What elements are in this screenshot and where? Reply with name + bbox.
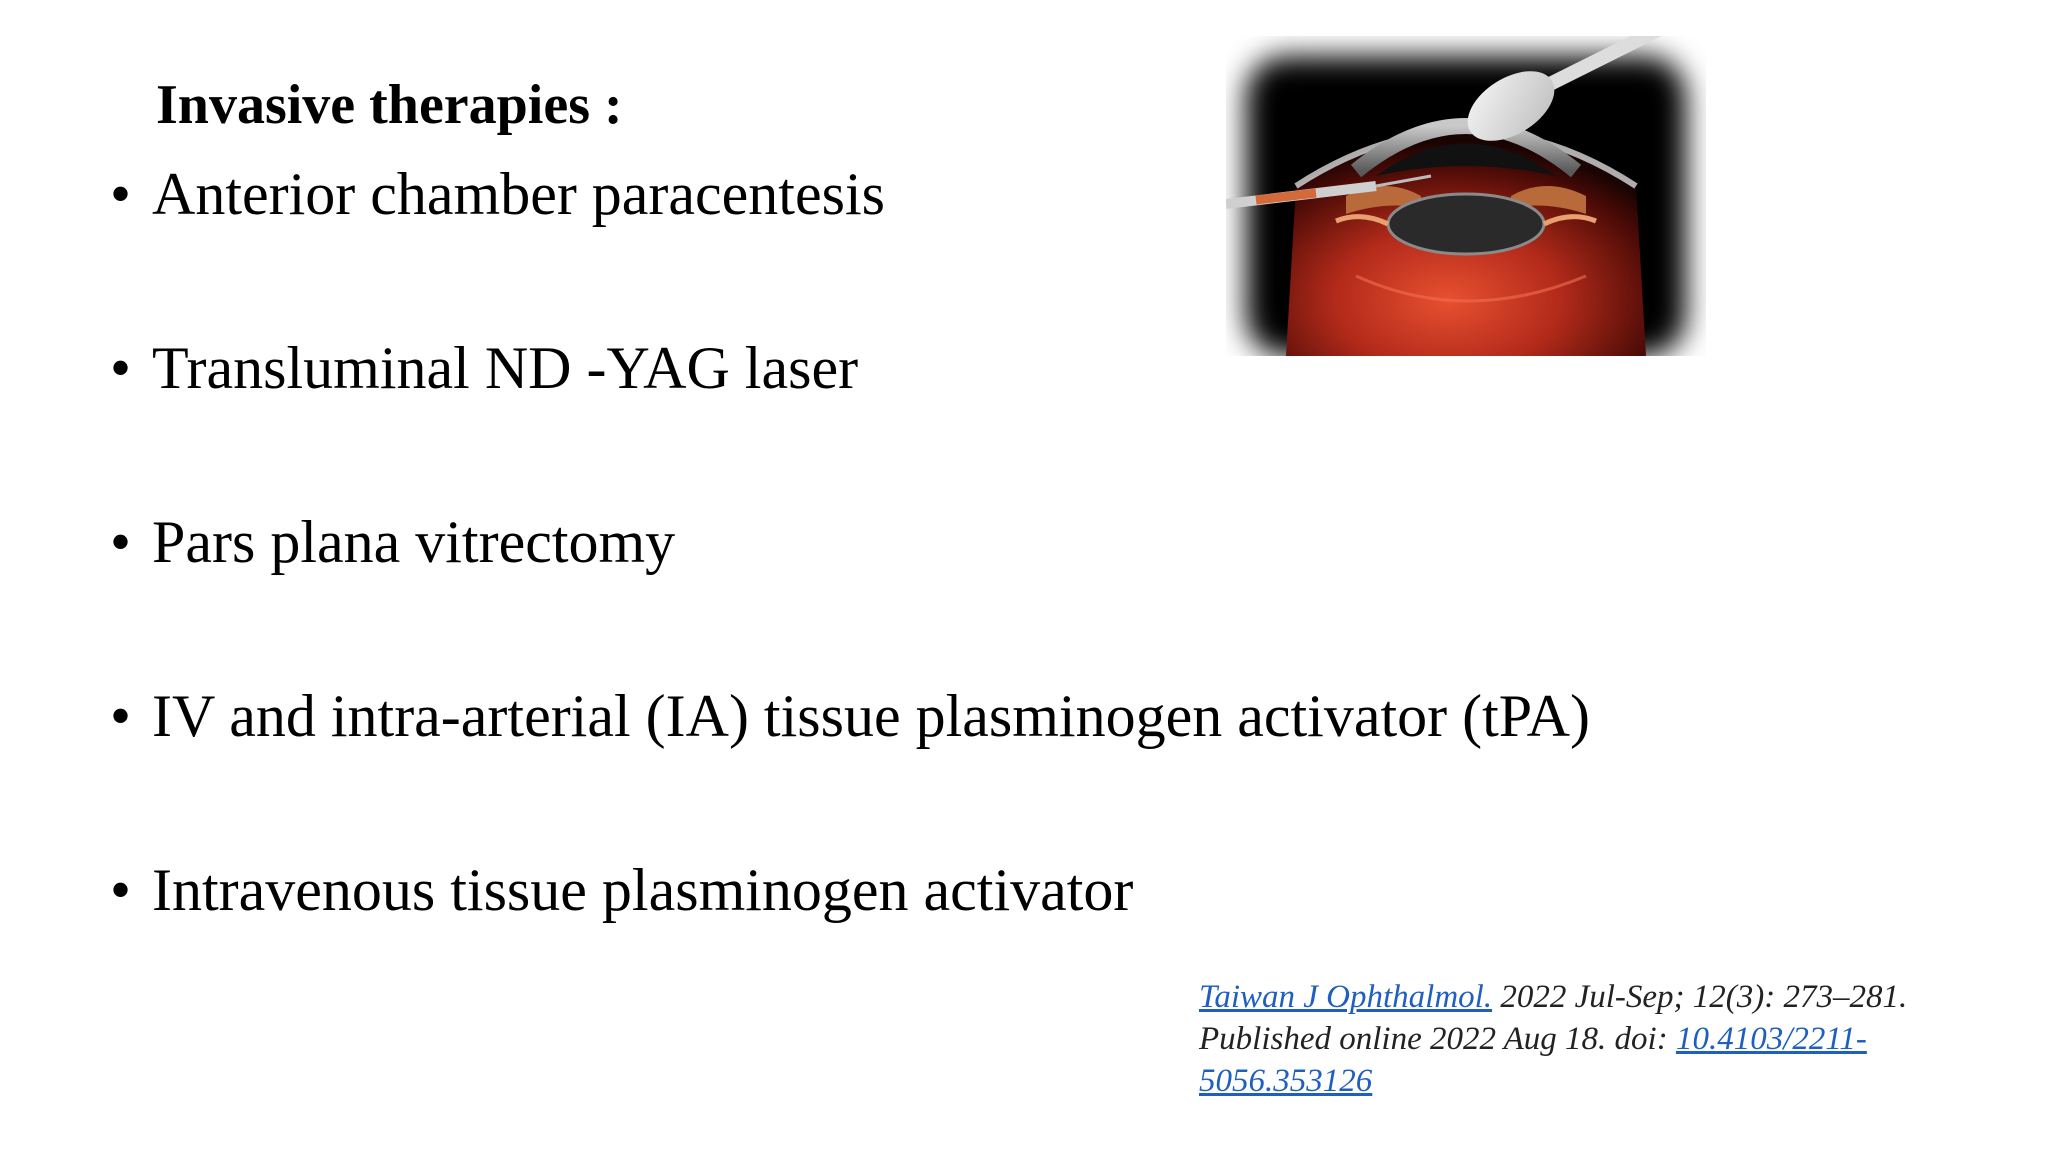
journal-link[interactable]: Taiwan J Ophthalmol. <box>1199 979 1493 1015</box>
bullet-item <box>110 506 675 578</box>
eye-paracentesis-illustration-icon <box>1226 36 1706 356</box>
bullet-text: Anterior chamber paracentesis <box>152 161 885 227</box>
bullet-dot: • <box>110 683 132 749</box>
bullet-dot: • <box>110 161 132 227</box>
bullet-text: Transluminal ND -YAG laser <box>152 335 859 401</box>
bullet-text: IV and intra-arterial (IA) tissue plasminogen activator (tPA) <box>152 683 1590 749</box>
bullet-item <box>110 158 885 230</box>
doi-link[interactable]: 10.4103/2211-5056.353126 <box>1199 1021 1867 1099</box>
bullet-item <box>110 332 858 404</box>
bullet-dot: • <box>110 857 132 923</box>
bullet-item <box>110 680 1590 752</box>
bullet-item <box>110 854 1133 926</box>
citation-details: 2022 Jul-Sep; 12(3): 273–281. <box>1492 979 1908 1015</box>
bullet-dot: • <box>110 509 132 575</box>
bullet-text: Intravenous tissue plasminogen activator <box>152 857 1134 923</box>
citation <box>1199 976 1979 1102</box>
slide-heading: Invasive therapies : <box>156 74 623 136</box>
bullet-dot: • <box>110 335 132 401</box>
bullet-text: Pars plana vitrectomy <box>152 509 676 575</box>
citation-published: Published online 2022 Aug 18. doi: <box>1199 1021 1676 1057</box>
